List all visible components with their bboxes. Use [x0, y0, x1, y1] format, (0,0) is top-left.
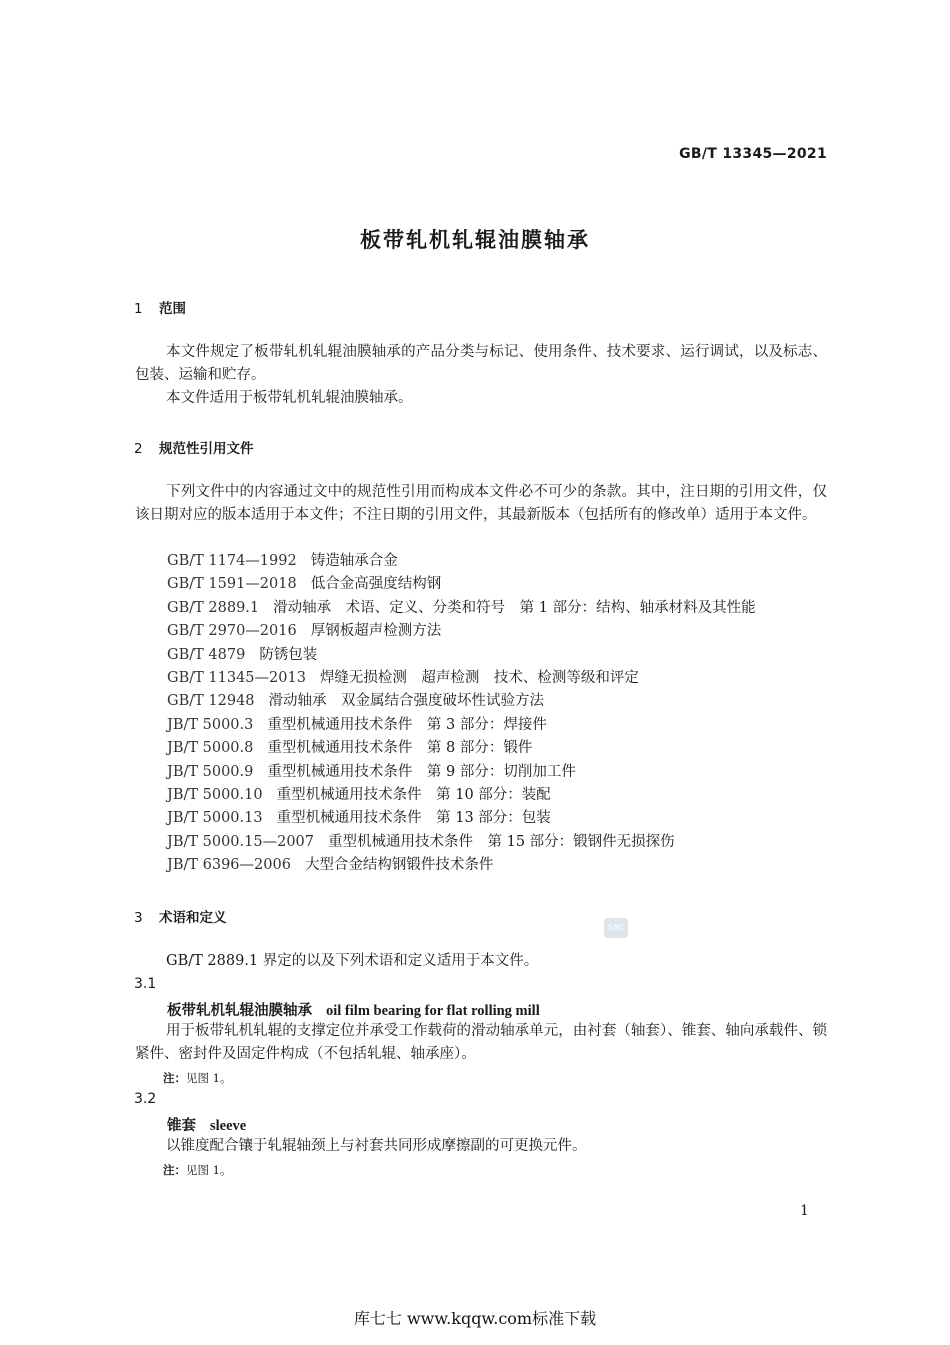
- reference-code: GB/T 4879: [167, 646, 246, 663]
- reference-code: GB/T 1174—1992: [167, 553, 297, 569]
- note-label: 注：: [163, 1163, 186, 1177]
- reference-item: [167, 854, 756, 877]
- term-heading: [167, 999, 540, 1020]
- reference-title: 重型机械通用技术条件 第 9 部分：切削加工件: [267, 763, 576, 780]
- reference-code: GB/T 2889.1: [167, 599, 260, 616]
- reference-code: JB/T 5000.15—2007: [167, 833, 314, 850]
- reference-title: 大型合金结构钢锻件技术条件: [304, 857, 494, 874]
- reference-title: 滑动轴承 双金属结合强度破坏性试验方法: [268, 693, 545, 710]
- reference-title: 重型机械通用技术条件 第 3 部分：焊接件: [267, 716, 547, 733]
- reference-title: 重型机械通用技术条件 第 13 部分：包装: [276, 810, 551, 827]
- reference-item: [167, 597, 756, 620]
- reference-item: [167, 761, 756, 784]
- reference-item: [167, 714, 756, 737]
- reference-title: 铸造轴承合金: [310, 553, 398, 569]
- section-number: 3: [134, 910, 143, 926]
- section-1-paragraph-2: 本文件适用于板带轧机轧辊油膜轴承。: [166, 390, 413, 406]
- reference-code: JB/T 5000.8: [167, 740, 254, 757]
- reference-item: [167, 550, 756, 573]
- reference-title: 滑动轴承 术语、定义、分类和符号 第 1 部分：结构、轴承材料及其性能: [273, 599, 756, 616]
- section-title: 规范性引用文件: [159, 441, 254, 457]
- reference-item: [167, 807, 756, 830]
- reference-code: GB/T 11345—2013: [167, 669, 306, 686]
- document-title: 板带轧机轧辊油膜轴承: [360, 228, 590, 252]
- reference-code: JB/T 6396—2006: [167, 857, 291, 874]
- footer-download-link[interactable]: 库七七 www.kqqw.com标准下载: [353, 1309, 597, 1328]
- reference-item: [167, 644, 756, 667]
- term-number: 3.2: [134, 1091, 157, 1107]
- section-2-paragraph-1: 下列文件中的内容通过文中的规范性引用而构成本文件必不可少的条款。其中，注日期的引用文件，仅该日期对应的版本适用于本文件；不注日期的引用文件，其最新版本（包括所有的修改单）适用于本文件。: [135, 484, 827, 523]
- term-chinese: 板带轧机轧辊油膜轴承: [167, 1002, 312, 1019]
- reference-title: 重型机械通用技术条件 第 10 部分：装配: [276, 786, 551, 803]
- reference-item: [167, 690, 756, 713]
- note-text: 见图 1。: [186, 1163, 232, 1177]
- section-title: 范围: [159, 301, 186, 317]
- note-label: 注：: [163, 1071, 186, 1085]
- term-english: oil film bearing for flat rolling mill: [326, 1003, 540, 1019]
- section-2-heading: [134, 437, 254, 457]
- reference-code: JB/T 5000.9: [167, 763, 254, 780]
- section-3-paragraph-1: GB/T 2889.1 界定的以及下列术语和定义适用于本文件。: [166, 953, 539, 969]
- term-note: [163, 1070, 231, 1086]
- section-title: 术语和定义: [159, 910, 227, 926]
- reference-item: [167, 831, 756, 854]
- reference-title: 重型机械通用技术条件 第 8 部分：锻件: [267, 740, 533, 757]
- reference-title: 焊缝无损检测 超声检测 技术、检测等级和评定: [319, 669, 639, 686]
- term-heading: [167, 1114, 246, 1135]
- reference-code: GB/T 2970—2016: [167, 623, 297, 640]
- term-english: sleeve: [210, 1118, 247, 1134]
- reference-item: [167, 784, 756, 807]
- section-number: 1: [134, 301, 143, 317]
- note-text: 见图 1。: [186, 1071, 232, 1085]
- term-definition: 以锥度配合镶于轧辊轴颈上与衬套共同形成摩擦副的可更换元件。: [166, 1138, 587, 1154]
- section-1-heading: [134, 297, 186, 317]
- section-1-paragraph-1: 本文件规定了板带轧机轧辊油膜轴承的产品分类与标记、使用条件、技术要求、运行调试，以及标志、包装、运输和贮存。: [135, 344, 827, 383]
- reference-code: GB/T 1591—2018: [167, 576, 297, 593]
- term-chinese: 锥套: [167, 1117, 196, 1134]
- reference-item: [167, 620, 756, 643]
- sac-watermark: SAC: [604, 918, 628, 938]
- term-note: [163, 1162, 231, 1178]
- normative-references-list: [167, 550, 756, 877]
- reference-code: JB/T 5000.3: [167, 716, 254, 733]
- section-3-heading: [134, 906, 227, 926]
- reference-title: 重型机械通用技术条件 第 15 部分：锻钢件无损探伤: [328, 833, 675, 850]
- term-number: 3.1: [134, 976, 157, 992]
- term-definition: 用于板带轧机轧辊的支撑定位并承受工作载荷的滑动轴承单元，由衬套（轴套）、锥套、轴向承载件、锁紧件、密封件及固定件构成（不包括轧辊、轴承座）。: [135, 1023, 827, 1062]
- page-number: 1: [800, 1203, 809, 1219]
- reference-code: JB/T 5000.10: [167, 786, 263, 803]
- reference-title: 防锈包装: [259, 646, 318, 663]
- reference-item: [167, 737, 756, 760]
- reference-title: 低合金高强度结构钢: [310, 576, 442, 593]
- reference-title: 厚钢板超声检测方法: [310, 623, 442, 640]
- reference-item: [167, 667, 756, 690]
- reference-code: GB/T 12948: [167, 693, 255, 710]
- reference-item: [167, 573, 756, 596]
- standard-number: GB/T 13345—2021: [679, 146, 827, 162]
- reference-code: JB/T 5000.13: [167, 810, 263, 827]
- section-number: 2: [134, 441, 143, 457]
